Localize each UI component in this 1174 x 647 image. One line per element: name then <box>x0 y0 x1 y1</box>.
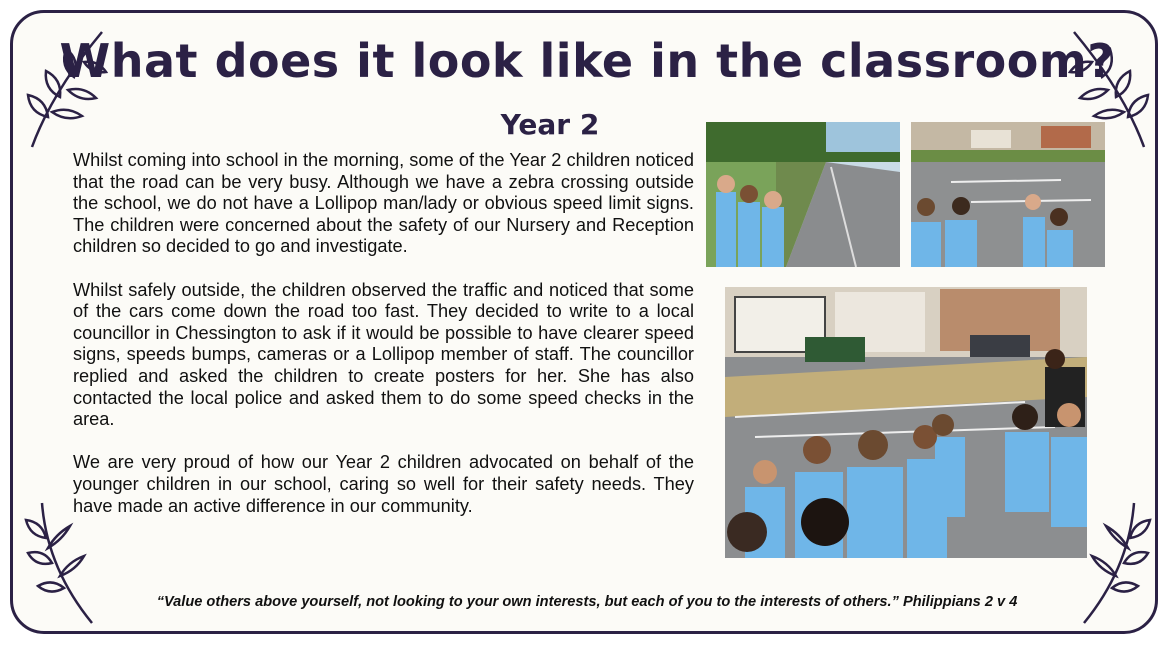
photo-children-group-roadside <box>725 287 1087 558</box>
paragraph-3: We are very proud of how our Year 2 children advocated on behalf of the younger children in our school, caring so well for their safety needs. They have made an active difference in our community. <box>73 452 694 516</box>
photo-children-by-road <box>706 122 900 267</box>
photo-children-at-junction <box>911 122 1105 267</box>
page-title: What does it look like in the classroom? <box>59 34 1115 88</box>
paragraph-2: Whilst safely outside, the children observed the traffic and noticed that some of the cars come down the road too fast. They decided to write to a local councillor in Chessington to ask if it would be possible to have clearer speed signs, speeds bumps, cameras or a Lollipop member of staff. The councillor replied and asked the children to create posters for her. She has also contacted the local police and asked them to do some speed checks in the area. <box>73 279 694 430</box>
section-subtitle: Year 2 <box>500 108 600 141</box>
article-body <box>73 150 694 539</box>
paragraph-1: Whilst coming into school in the morning, some of the Year 2 children noticed that the road can be very busy. Although we have a zebra crossing outside the school, we do not have a Lollipop man/lady or obvious speed limit signs. The children were concerned about the safety of our Nursery and Reception children so decided to go and investigate. <box>73 150 694 257</box>
bible-quote: “Value others above yourself, not looking to your own interests, but each of you to the interests of others.” Philippians 2 v 4 <box>156 594 1018 610</box>
